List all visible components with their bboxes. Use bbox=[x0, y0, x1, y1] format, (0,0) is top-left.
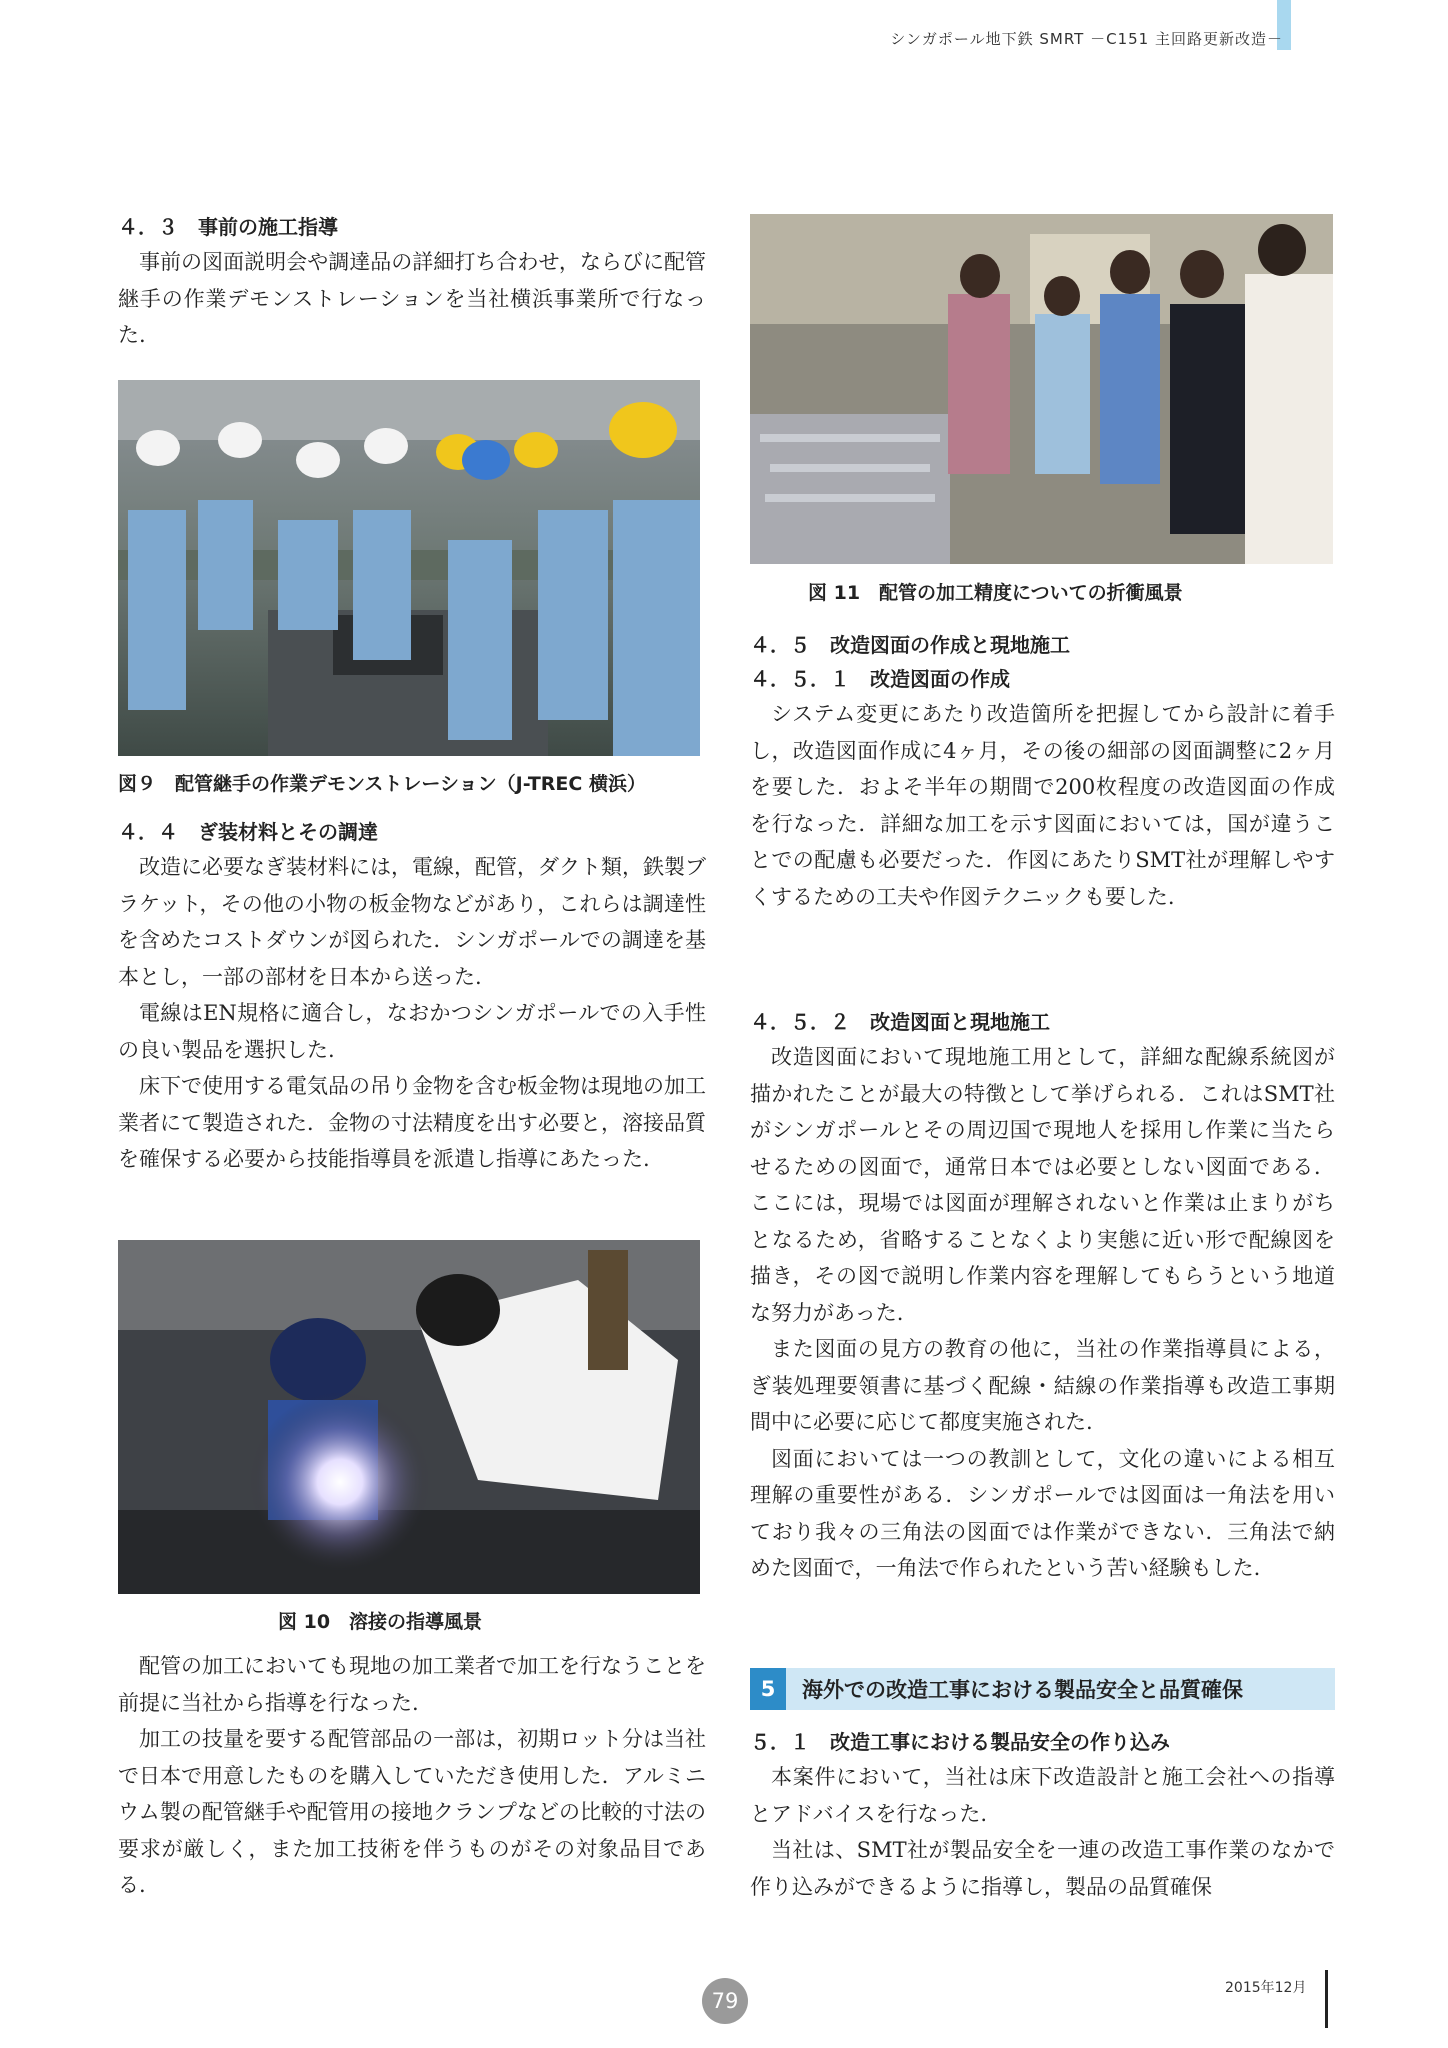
figure-9-caption: 図９ 配管継手の作業デモンストレーション（J-TREC 横浜） bbox=[118, 773, 646, 795]
paragraph: 当社は、SMT社が製品安全を一連の改造工事作業のなかで作り込みができるように指導し，製品の品質確保 bbox=[750, 1838, 1335, 1899]
figure-10-caption: 図 10 溶接の指導風景 bbox=[278, 1611, 483, 1633]
paragraph: 改造に必要なぎ装材料には，電線，配管，ダクト類，鉄製ブラケット，その他の小物の板金物などがあり，これらは調達性を含めたコストダウンが図られた．シンガポールでの調達を基本とし，一部の部材を日本から送った. bbox=[118, 855, 706, 989]
section-heading: ４．５ 改造図面の作成と現地施工 bbox=[750, 633, 1070, 657]
section-number-badge: 5 bbox=[750, 1668, 786, 1710]
paragraph: 加工の技量を要する配管部品の一部は，初期ロット分は当社で日本で用意したものを購入していただき使用した．アルミニウム製の配管継手や配管用の接地クランプなどの比較的寸法の要求が厳しく，また加工技術を伴うものがその対象品目である. bbox=[118, 1727, 706, 1897]
paragraph: 図面においては一つの教訓として，文化の違いによる相互理解の重要性がある．シンガポールでは図面は一角法を用いており我々の三角法の図面では作業ができない．三角法で納めた図面で，一角法で作られたという苦い経験もした. bbox=[750, 1446, 1335, 1580]
paragraph: 電線はEN規格に適合し，なおかつシンガポールでの入手性の良い製品を選択した. bbox=[118, 1001, 706, 1062]
figure-11-photo bbox=[750, 214, 1333, 564]
subsection-heading: ４．５．１ 改造図面の作成 bbox=[750, 667, 1010, 691]
section-4-5-2 bbox=[750, 1005, 1335, 1587]
section-4-3 bbox=[118, 210, 706, 354]
section-4-5 bbox=[750, 628, 1335, 915]
paragraph: システム変更にあたり改造箇所を把握してから設計に着手し，改造図面作成に4ヶ月，その後の細部の図面調整に2ヶ月を要した．およそ半年の期間で200枚程度の改造図面の作成を行なった．詳細な加工を示す図面においては，国が違うことでの配慮も必要だった．作図にあたりSMT社が理解しやすくするための工夫や作図テクニックも要した. bbox=[750, 702, 1335, 909]
section-4-4 bbox=[118, 815, 706, 1178]
section-5-1 bbox=[750, 1725, 1335, 1905]
paragraph: 配管の加工においても現地の加工業者で加工を行なうことを前提に当社から指導を行なった. bbox=[118, 1654, 706, 1715]
welding-instruction-image bbox=[118, 1240, 700, 1594]
page-number: 79 bbox=[702, 1978, 748, 2024]
subsection-heading: ４．５．２ 改造図面と現地施工 bbox=[750, 1010, 1050, 1034]
footer-rule bbox=[1325, 1970, 1328, 2028]
section-heading: ４．３ 事前の施工指導 bbox=[118, 215, 338, 239]
running-header: シンガポール地下鉄 SMRT －C151 主回路更新改造－ bbox=[890, 30, 1283, 48]
factory-demonstration-image bbox=[118, 380, 700, 756]
issue-date: 2015年12月 bbox=[1225, 1980, 1307, 1996]
figure-11-caption: 図 11 配管の加工精度についての折衝風景 bbox=[808, 582, 1183, 604]
paragraph: 床下で使用する電気品の吊り金物を含む板金物は現地の加工業者にて製造された．金物の寸法精度を出す必要と，溶接品質を確保する必要から技能指導員を派遣し指導にあたった. bbox=[118, 1074, 706, 1171]
figure-10-photo bbox=[118, 1240, 700, 1594]
paragraph: また図面の見方の教育の他に，当社の作業指導員による，ぎ装処理要領書に基づく配線・結線の作業指導も改造工事期間中に必要に応じて都度実施された. bbox=[750, 1337, 1335, 1434]
figure-9-photo bbox=[118, 380, 700, 756]
section-heading: ４．４ ぎ装材料とその調達 bbox=[118, 820, 378, 844]
subsection-heading: ５．１ 改造工事における製品安全の作り込み bbox=[750, 1730, 1170, 1754]
section-5-banner bbox=[750, 1668, 1335, 1710]
paragraph: 改造図面において現地施工用として，詳細な配線系統図が描かれたことが最大の特徴として挙げられる．これはSMT社がシンガポールとその周辺国で現地人を採用し作業に当たらせるための図面で，通常日本では必要としない図面である．ここには，現場では図面が理解されないと作業は止まりがちとなるため，省略することなくより実態に近い形で配線図を描き，その図で説明し作業内容を理解してもらうという地道な努力があった. bbox=[750, 1045, 1335, 1325]
after-figure-10-text bbox=[118, 1648, 706, 1904]
negotiation-scene-image bbox=[750, 214, 1333, 564]
paragraph: 事前の図面説明会や調達品の詳細打ち合わせ，ならびに配管継手の作業デモンストレーションを当社横浜事業所で行なった. bbox=[118, 250, 706, 347]
paragraph: 本案件において，当社は床下改造設計と施工会社への指導とアドバイスを行なった. bbox=[750, 1765, 1335, 1826]
section-title: 海外での改造工事における製品安全と品質確保 bbox=[802, 1678, 1243, 1702]
